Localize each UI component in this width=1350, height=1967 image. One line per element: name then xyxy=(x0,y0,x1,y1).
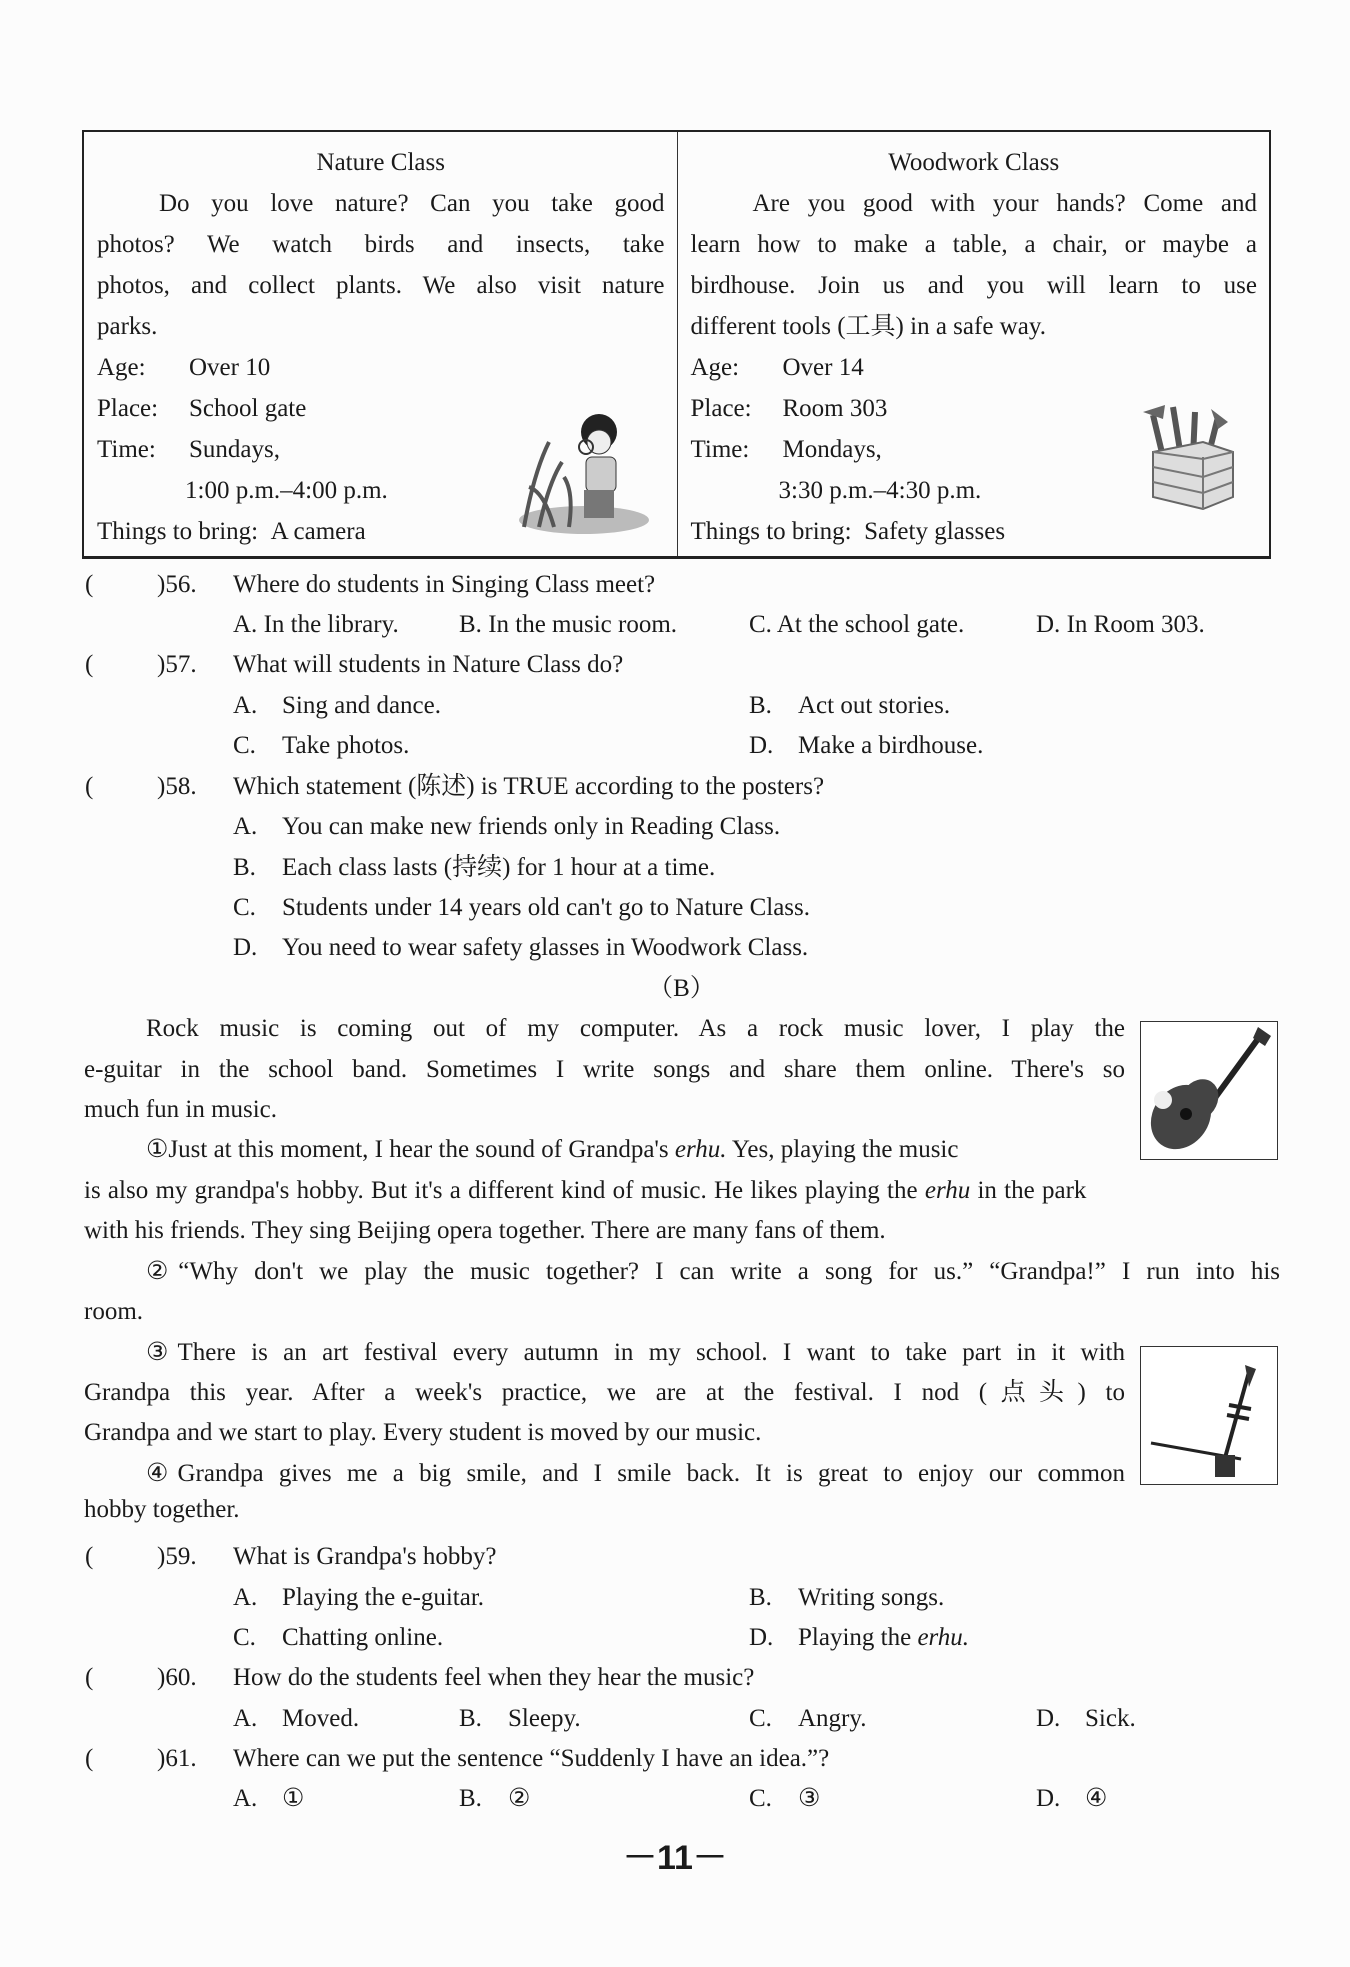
option-letter: A. xyxy=(233,1785,258,1812)
option-c xyxy=(749,1699,867,1739)
option-d xyxy=(1036,1779,1107,1819)
question-number: )59. xyxy=(157,1543,197,1570)
option-text: You need to wear safety glasses in Woodwork Class. xyxy=(282,934,809,961)
option-d xyxy=(1036,1699,1136,1739)
poster-body-line: photos? We watch birds and insects, take xyxy=(97,231,665,258)
question-number: )61. xyxy=(157,1745,197,1772)
poster-body-line: photos, and collect plants. We also visit nature xyxy=(97,272,665,299)
option-c xyxy=(233,888,810,928)
option-b xyxy=(749,1578,944,1618)
poster-bring xyxy=(691,511,1258,552)
place-label: Place: xyxy=(690,395,752,422)
option-text: Act out stories. xyxy=(798,692,951,719)
poster-age xyxy=(97,347,665,388)
option-letter: D. xyxy=(233,934,258,961)
toolbox-illustration xyxy=(1133,397,1253,512)
option-letter: D. xyxy=(749,732,774,759)
option-text: Take photos. xyxy=(282,732,410,759)
question-text: Where do students in Singing Class meet? xyxy=(233,571,656,598)
poster-body-line: different tools (工具) in a safe way. xyxy=(690,313,1046,340)
passage-line: with his friends. They sing Beijing opera together. There are many fans of them. xyxy=(84,1217,886,1244)
option-b xyxy=(459,605,677,645)
guitar-picture xyxy=(1140,1021,1278,1160)
question-number: )58. xyxy=(157,773,197,800)
option-a xyxy=(233,686,441,726)
option-letter: D. xyxy=(1036,1785,1061,1812)
option-letter: B. xyxy=(749,1584,772,1611)
option-letter: C. xyxy=(233,732,256,759)
option-text: At the school gate. xyxy=(776,611,965,638)
option-letter: A. xyxy=(233,1705,258,1732)
poster-body-line: learn how to make a table, a chair, or maybe a xyxy=(690,231,1257,258)
option-d xyxy=(749,726,983,766)
option-letter: C. xyxy=(749,1705,772,1732)
option-a xyxy=(233,807,780,847)
option-text: Writing songs. xyxy=(798,1584,945,1611)
passage-line: ③There is an art festival every autumn in my school. I want to take part in it with xyxy=(146,1339,1125,1366)
option-a xyxy=(233,605,399,645)
section-heading: （B） xyxy=(648,975,715,1002)
option-letter: B. xyxy=(459,1785,482,1812)
option-letter: D. xyxy=(1036,611,1061,638)
question-text: Where can we put the sentence “Suddenly I have an idea.”? xyxy=(233,1745,830,1772)
option-text: In Room 303. xyxy=(1066,611,1205,638)
time-label: Time: xyxy=(690,436,750,463)
option-text: Sleepy. xyxy=(508,1705,581,1732)
age-value: Over 14 xyxy=(782,354,864,381)
option-text: ② xyxy=(508,1785,531,1812)
question-number: )57. xyxy=(157,651,197,678)
option-c xyxy=(749,605,964,645)
erhu-picture xyxy=(1140,1346,1278,1485)
place-value: Room 303 xyxy=(782,395,888,422)
option-letter: C. xyxy=(749,611,772,638)
boy-with-magnifier-illustration xyxy=(514,402,654,537)
poster-nature-class xyxy=(84,132,677,556)
option-b xyxy=(459,1779,530,1819)
place-label: Place: xyxy=(97,395,159,422)
option-b xyxy=(459,1699,581,1739)
question-number: )56. xyxy=(157,571,197,598)
passage-line: Grandpa this year. After a week's practice, we are at the festival. I nod (点头) to xyxy=(84,1379,1125,1406)
age-label: Age: xyxy=(97,354,146,381)
option-text: In the music room. xyxy=(488,611,678,638)
passage-line: is also my grandpa's hobby. But it's a different kind of music. He likes playing the erhu in the park xyxy=(84,1177,1087,1204)
age-value: Over 10 xyxy=(189,354,271,381)
bring-value: Safety glasses xyxy=(864,518,1006,545)
option-letter: C. xyxy=(749,1785,772,1812)
poster-title: Woodwork Class xyxy=(888,149,1060,176)
poster-title: Nature Class xyxy=(316,149,445,176)
option-letter: A. xyxy=(233,1584,258,1611)
option-text: ③ xyxy=(798,1785,821,1812)
poster-body-line: birdhouse. Join us and you will learn to use xyxy=(690,272,1257,299)
bring-label: Things to bring: xyxy=(690,518,852,545)
answer-blank[interactable]: ( xyxy=(85,571,94,598)
option-d xyxy=(1036,605,1205,645)
option-letter: C. xyxy=(233,894,256,921)
option-b xyxy=(749,686,950,726)
poster-hours: 1:00 p.m.–4:00 p.m. xyxy=(185,477,388,504)
option-text: Chatting online. xyxy=(282,1624,444,1651)
passage-line: ④Grandpa gives me a big smile, and I smile back. It is great to enjoy our common xyxy=(146,1460,1125,1487)
poster-body-line: parks. xyxy=(97,313,158,340)
poster-body-line: Are you good with your hands? Come and xyxy=(752,190,1257,217)
passage-line: ②“Why don't we play the music together? I can write a song for us.” “Grandpa!” I run into his xyxy=(146,1258,1280,1285)
option-a xyxy=(233,1779,304,1819)
option-b xyxy=(233,848,715,888)
option-text: Sick. xyxy=(1085,1705,1136,1732)
option-text: ④ xyxy=(1085,1785,1108,1812)
question-text: Which statement (陈述) is TRUE according to the posters? xyxy=(233,773,825,800)
option-text: Playing the xyxy=(798,1624,918,1651)
passage-line: e-guitar in the school band. Sometimes I write songs and share them online. There's so xyxy=(84,1056,1125,1083)
option-letter: B. xyxy=(459,1705,482,1732)
time-label: Time: xyxy=(97,436,156,463)
option-letter: A. xyxy=(233,692,258,719)
option-text: ① xyxy=(282,1785,305,1812)
passage-line: ①Just at this moment, I hear the sound of Grandpa's erhu. Yes, playing the music xyxy=(146,1136,959,1163)
option-a xyxy=(233,1699,359,1739)
poster-woodwork-class xyxy=(677,132,1270,556)
option-text: Each class lasts (持续) for 1 hour at a time. xyxy=(282,854,716,881)
option-text: Angry. xyxy=(798,1705,867,1732)
option-text: Sing and dance. xyxy=(282,692,441,719)
option-text: You can make new friends only in Reading Class. xyxy=(282,813,781,840)
answer-blank[interactable]: ( xyxy=(85,773,94,800)
bring-label: Things to bring: xyxy=(97,518,259,545)
option-text: Moved. xyxy=(282,1705,360,1732)
passage-line: Grandpa and we start to play. Every student is moved by our music. xyxy=(84,1419,762,1446)
passage-line: hobby together. xyxy=(84,1496,240,1523)
option-d xyxy=(233,928,808,968)
option-letter: C. xyxy=(233,1624,256,1651)
answer-blank[interactable]: ( xyxy=(85,1745,94,1772)
option-c xyxy=(233,1618,443,1658)
posters-table xyxy=(82,130,1271,559)
option-letter: D. xyxy=(1036,1705,1061,1732)
time-day: Mondays, xyxy=(782,436,882,463)
option-text: Students under 14 years old can't go to Nature Class. xyxy=(282,894,811,921)
option-d xyxy=(749,1618,969,1658)
option-letter: A. xyxy=(233,813,258,840)
erhu-icon xyxy=(1141,1347,1276,1483)
option-text-italic: erhu. xyxy=(917,1624,970,1651)
age-label: Age: xyxy=(690,354,740,381)
question-text: What will students in Nature Class do? xyxy=(233,651,624,678)
option-letter: D. xyxy=(749,1624,774,1651)
question-text: How do the students feel when they hear the music? xyxy=(233,1664,755,1691)
question-text: What is Grandpa's hobby? xyxy=(233,1543,497,1570)
option-c xyxy=(749,1779,820,1819)
time-day: Sundays, xyxy=(189,436,280,463)
option-a xyxy=(233,1578,484,1618)
question-number: )60. xyxy=(157,1664,197,1691)
guitar-icon xyxy=(1141,1022,1276,1158)
option-c xyxy=(233,726,409,766)
option-text: Playing the e-guitar. xyxy=(282,1584,485,1611)
passage-line: much fun in music. xyxy=(84,1096,278,1123)
place-value: School gate xyxy=(189,395,307,422)
option-letter: A. xyxy=(233,611,258,638)
option-text: Make a birdhouse. xyxy=(798,732,984,759)
passage-line: Rock music is coming out of my computer. As a rock music lover, I play the xyxy=(146,1015,1125,1042)
poster-hours: 3:30 p.m.–4:30 p.m. xyxy=(778,477,982,504)
page-number: －11－ xyxy=(623,1839,727,1877)
answer-blank[interactable]: ( xyxy=(85,1664,94,1691)
bring-value: A camera xyxy=(270,518,366,545)
answer-blank[interactable]: ( xyxy=(85,1543,94,1570)
answer-blank[interactable]: ( xyxy=(85,651,94,678)
option-letter: B. xyxy=(233,854,256,881)
passage-line: room. xyxy=(84,1298,144,1325)
option-text: In the library. xyxy=(263,611,399,638)
option-letter: B. xyxy=(459,611,482,638)
option-letter: B. xyxy=(749,692,772,719)
poster-body-line: Do you love nature? Can you take good xyxy=(159,190,665,217)
poster-age xyxy=(691,347,1258,388)
